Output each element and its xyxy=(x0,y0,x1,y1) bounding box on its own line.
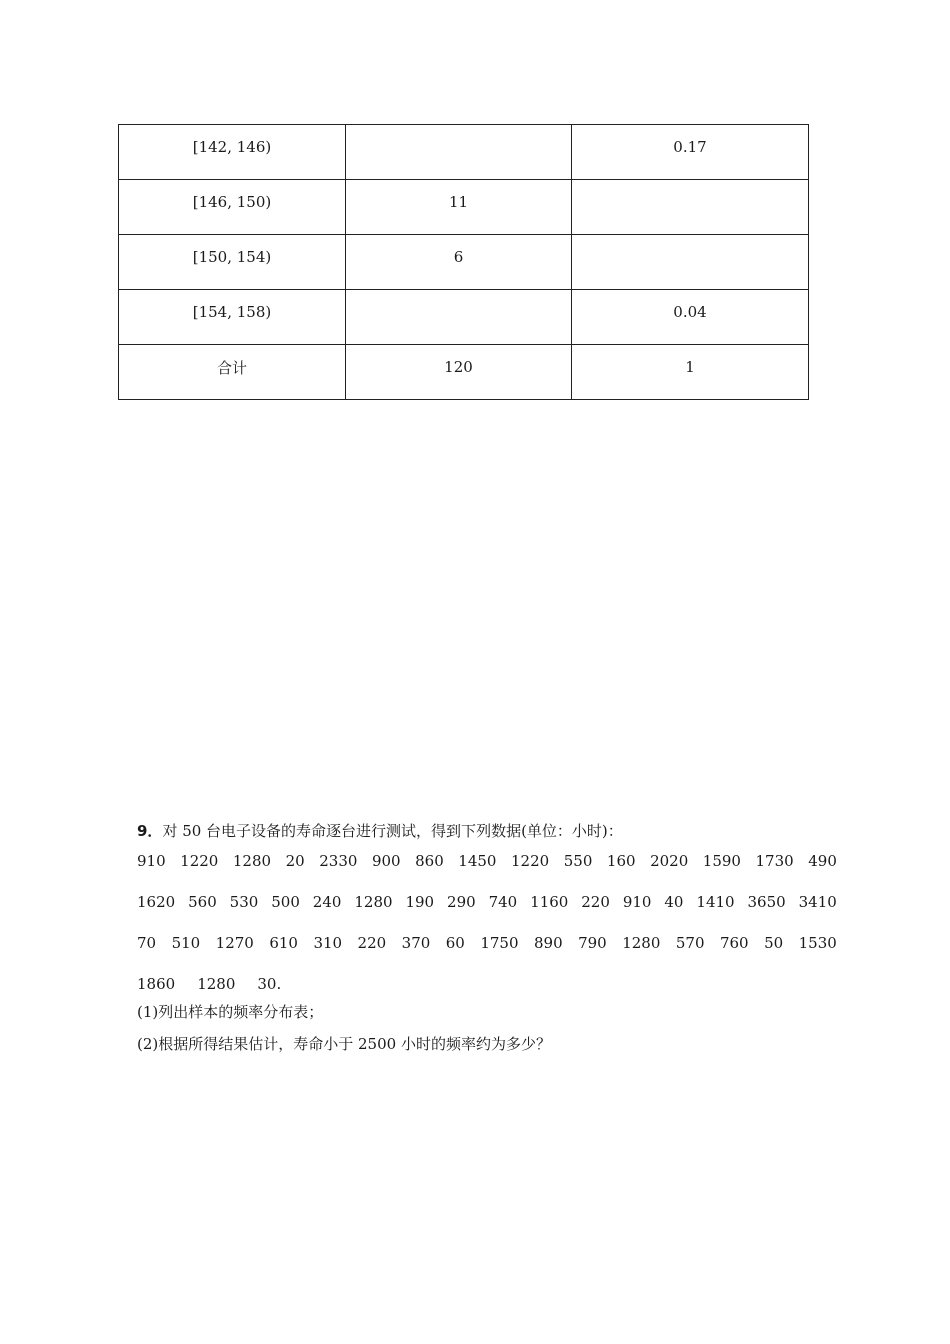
data-value: 610 xyxy=(269,934,298,952)
table-cell: 0.17 xyxy=(572,125,809,180)
table-cell: 11 xyxy=(346,180,572,235)
data-value: 860 xyxy=(415,852,444,870)
data-value: 2330 xyxy=(319,852,358,870)
table-cell: [146, 150) xyxy=(119,180,346,235)
data-value: 220 xyxy=(357,934,387,952)
data-value: 1860 xyxy=(137,975,176,993)
data-value: 570 xyxy=(675,934,705,952)
data-value: 910 xyxy=(622,893,652,911)
table-row xyxy=(119,235,809,290)
data-value: 560 xyxy=(188,893,217,911)
data-value: 50 xyxy=(764,934,784,952)
data-value: 310 xyxy=(313,934,343,952)
data-value: 70 xyxy=(137,934,157,952)
table-cell xyxy=(572,180,809,235)
data-value: 890 xyxy=(533,934,563,952)
data-value: 530 xyxy=(229,893,259,911)
table-cell: [150, 154) xyxy=(119,235,346,290)
data-value: 490 xyxy=(808,852,837,870)
data-value: 290 xyxy=(447,893,476,911)
data-value: 3410 xyxy=(798,893,837,911)
data-row xyxy=(137,850,837,872)
table-cell xyxy=(572,235,809,290)
data-value: 1160 xyxy=(530,893,569,911)
data-value: 20 xyxy=(285,852,305,870)
data-value: 510 xyxy=(171,934,201,952)
data-row xyxy=(137,891,837,913)
data-value: 900 xyxy=(371,852,401,870)
data-value: 160 xyxy=(606,852,636,870)
data-row xyxy=(137,973,837,995)
data-value: 1620 xyxy=(137,893,176,911)
table-cell: 合计 xyxy=(119,345,346,400)
data-value: 370 xyxy=(401,934,431,952)
data-value: 760 xyxy=(719,934,749,952)
data-value: 220 xyxy=(581,893,610,911)
table-row xyxy=(119,180,809,235)
data-value: 240 xyxy=(312,893,342,911)
data-value: 40 xyxy=(664,893,684,911)
data-value: 1730 xyxy=(755,852,794,870)
table-cell: [154, 158) xyxy=(119,290,346,345)
data-value: 2020 xyxy=(650,852,689,870)
data-value: 910 xyxy=(137,852,166,870)
table-row xyxy=(119,290,809,345)
data-value: 1280 xyxy=(354,893,393,911)
data-value: 1270 xyxy=(215,934,254,952)
data-value: 1220 xyxy=(511,852,550,870)
question-part-1: (1)列出样本的频率分布表； xyxy=(137,1003,324,1021)
data-value: 1530 xyxy=(798,934,837,952)
data-value: 1280 xyxy=(622,934,661,952)
data-value: 1280 xyxy=(197,975,236,993)
question-part-2: (2)根据所得结果估计，寿命小于 2500 小时的频率约为多少？ xyxy=(137,1035,551,1053)
data-value: 790 xyxy=(578,934,607,952)
table-cell xyxy=(346,125,572,180)
table-cell xyxy=(346,290,572,345)
data-value: 3650 xyxy=(747,893,786,911)
data-value: 740 xyxy=(488,893,518,911)
data-value: 1410 xyxy=(696,893,735,911)
data-value: 1280 xyxy=(232,852,272,870)
table-cell: 120 xyxy=(346,345,572,400)
table-row xyxy=(119,125,809,180)
table-cell: 6 xyxy=(346,235,572,290)
data-value: 550 xyxy=(563,852,593,870)
data-value: 190 xyxy=(405,893,435,911)
data-row xyxy=(137,932,837,954)
data-value: 30. xyxy=(257,975,282,993)
data-value: 1220 xyxy=(180,852,219,870)
table-cell: 0.04 xyxy=(572,290,809,345)
data-value: 500 xyxy=(271,893,300,911)
question-text: 对 50 台电子设备的寿命逐台进行测试，得到下列数据(单位：小时)： xyxy=(162,822,623,840)
data-value: 1450 xyxy=(458,852,497,870)
data-value: 1590 xyxy=(702,852,741,870)
frequency-table xyxy=(118,124,809,400)
table-total-row xyxy=(119,345,809,400)
data-value: 60 xyxy=(445,934,465,952)
table-cell: [142, 146) xyxy=(119,125,346,180)
question-number: 9． xyxy=(137,822,163,840)
question-title xyxy=(137,820,857,842)
table-cell: 1 xyxy=(572,345,809,400)
data-value: 1750 xyxy=(480,934,519,952)
question-9 xyxy=(137,820,857,1065)
